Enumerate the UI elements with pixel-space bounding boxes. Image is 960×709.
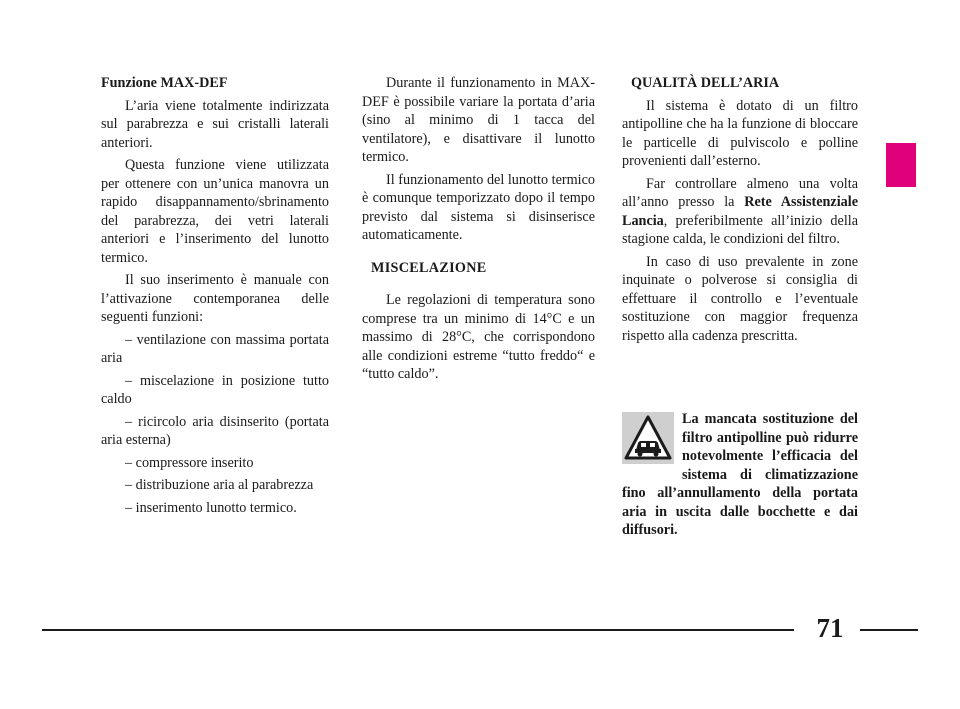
paragraph: Durante il funzionamento in MAX-DEF è possibile variare la portata d’aria (sino al minimo di 1 tacca del ventilatore), e disattivare il lunotto termico.	[362, 75, 595, 165]
paragraph: Il sistema è dotato di un filtro antipolline che ha la funzione di bloccare le particelle di pulviscolo e polline provenienti dall’esterno.	[622, 97, 858, 169]
paragraph: In caso di uso prevalente in zone inquinate o polverose si consiglia di effettuare il controllo e l’eventuale sostituzione con maggior frequenza rispetto alla cadenza prescritta.	[622, 253, 858, 344]
list-item: – compressore inserito	[125, 454, 254, 471]
warning-text: La mancata sostituzione del filtro antipolline può ridurre notevolmente l’efficacia del sistema di climatizzazione fino all’annullamento della portata aria in uscita dalle bocchette e dai diffusori.	[622, 411, 858, 538]
heading-air-quality: QUALITÀ DELL’ARIA	[631, 75, 780, 91]
warning-car-icon	[622, 412, 674, 464]
text-span: , preferibilmente all’inizio della stagione calda, le condizioni del filtro.	[622, 212, 858, 247]
paragraph: Le regolazioni di temperatura sono comprese tra un minimo di 14°C e un massimo di 28°C, che corrispondono alle condizioni estreme “tutto freddo“ e “tutto caldo”.	[362, 292, 595, 382]
warning-note	[622, 410, 858, 540]
page-number: 71	[816, 613, 844, 643]
service-network-name: Rete Assistenziale Lancia	[622, 194, 858, 229]
list-item: – inserimento lunotto termico.	[125, 499, 297, 516]
text-span: Far controllare almeno una volta all’anno presso la	[622, 175, 858, 210]
heading-max-def: Funzione MAX-DEF	[101, 75, 228, 91]
list-item: – ventilazione con massima portata aria	[101, 331, 329, 366]
paragraph: Il suo inserimento è manuale con l’attivazione contemporanea delle seguenti funzioni:	[101, 272, 329, 325]
section-tab-marker	[886, 143, 916, 187]
column-miscelazione	[362, 74, 595, 388]
list-item: – distribuzione aria al parabrezza	[125, 477, 314, 493]
paragraph: Questa funzione viene utilizzata per ottenere con un’unica manovra un rapido disappannamento/sbrinamento del parabrezza, dei vetri laterali anteriori e l’inserimento del lunotto termico.	[101, 157, 329, 266]
paragraph	[622, 175, 858, 249]
paragraph: Il funzionamento del lunotto termico è comunque temporizzato dopo il tempo previsto dal sistema si disinserisce automaticamente.	[362, 171, 595, 243]
footer-rule-left	[42, 629, 794, 631]
paragraph: L’aria viene totalmente indirizzata sul parabrezza e sui cristalli laterali anteriori.	[101, 97, 329, 151]
list-item: – miscelazione in posizione tutto caldo	[101, 372, 329, 407]
column-air-quality	[622, 74, 858, 349]
column-max-def	[101, 74, 329, 521]
list-item: – ricircolo aria disinserito (portata aria esterna)	[101, 413, 329, 448]
heading-miscelazione: MISCELAZIONE	[371, 259, 487, 276]
footer-rule-right	[860, 629, 918, 631]
